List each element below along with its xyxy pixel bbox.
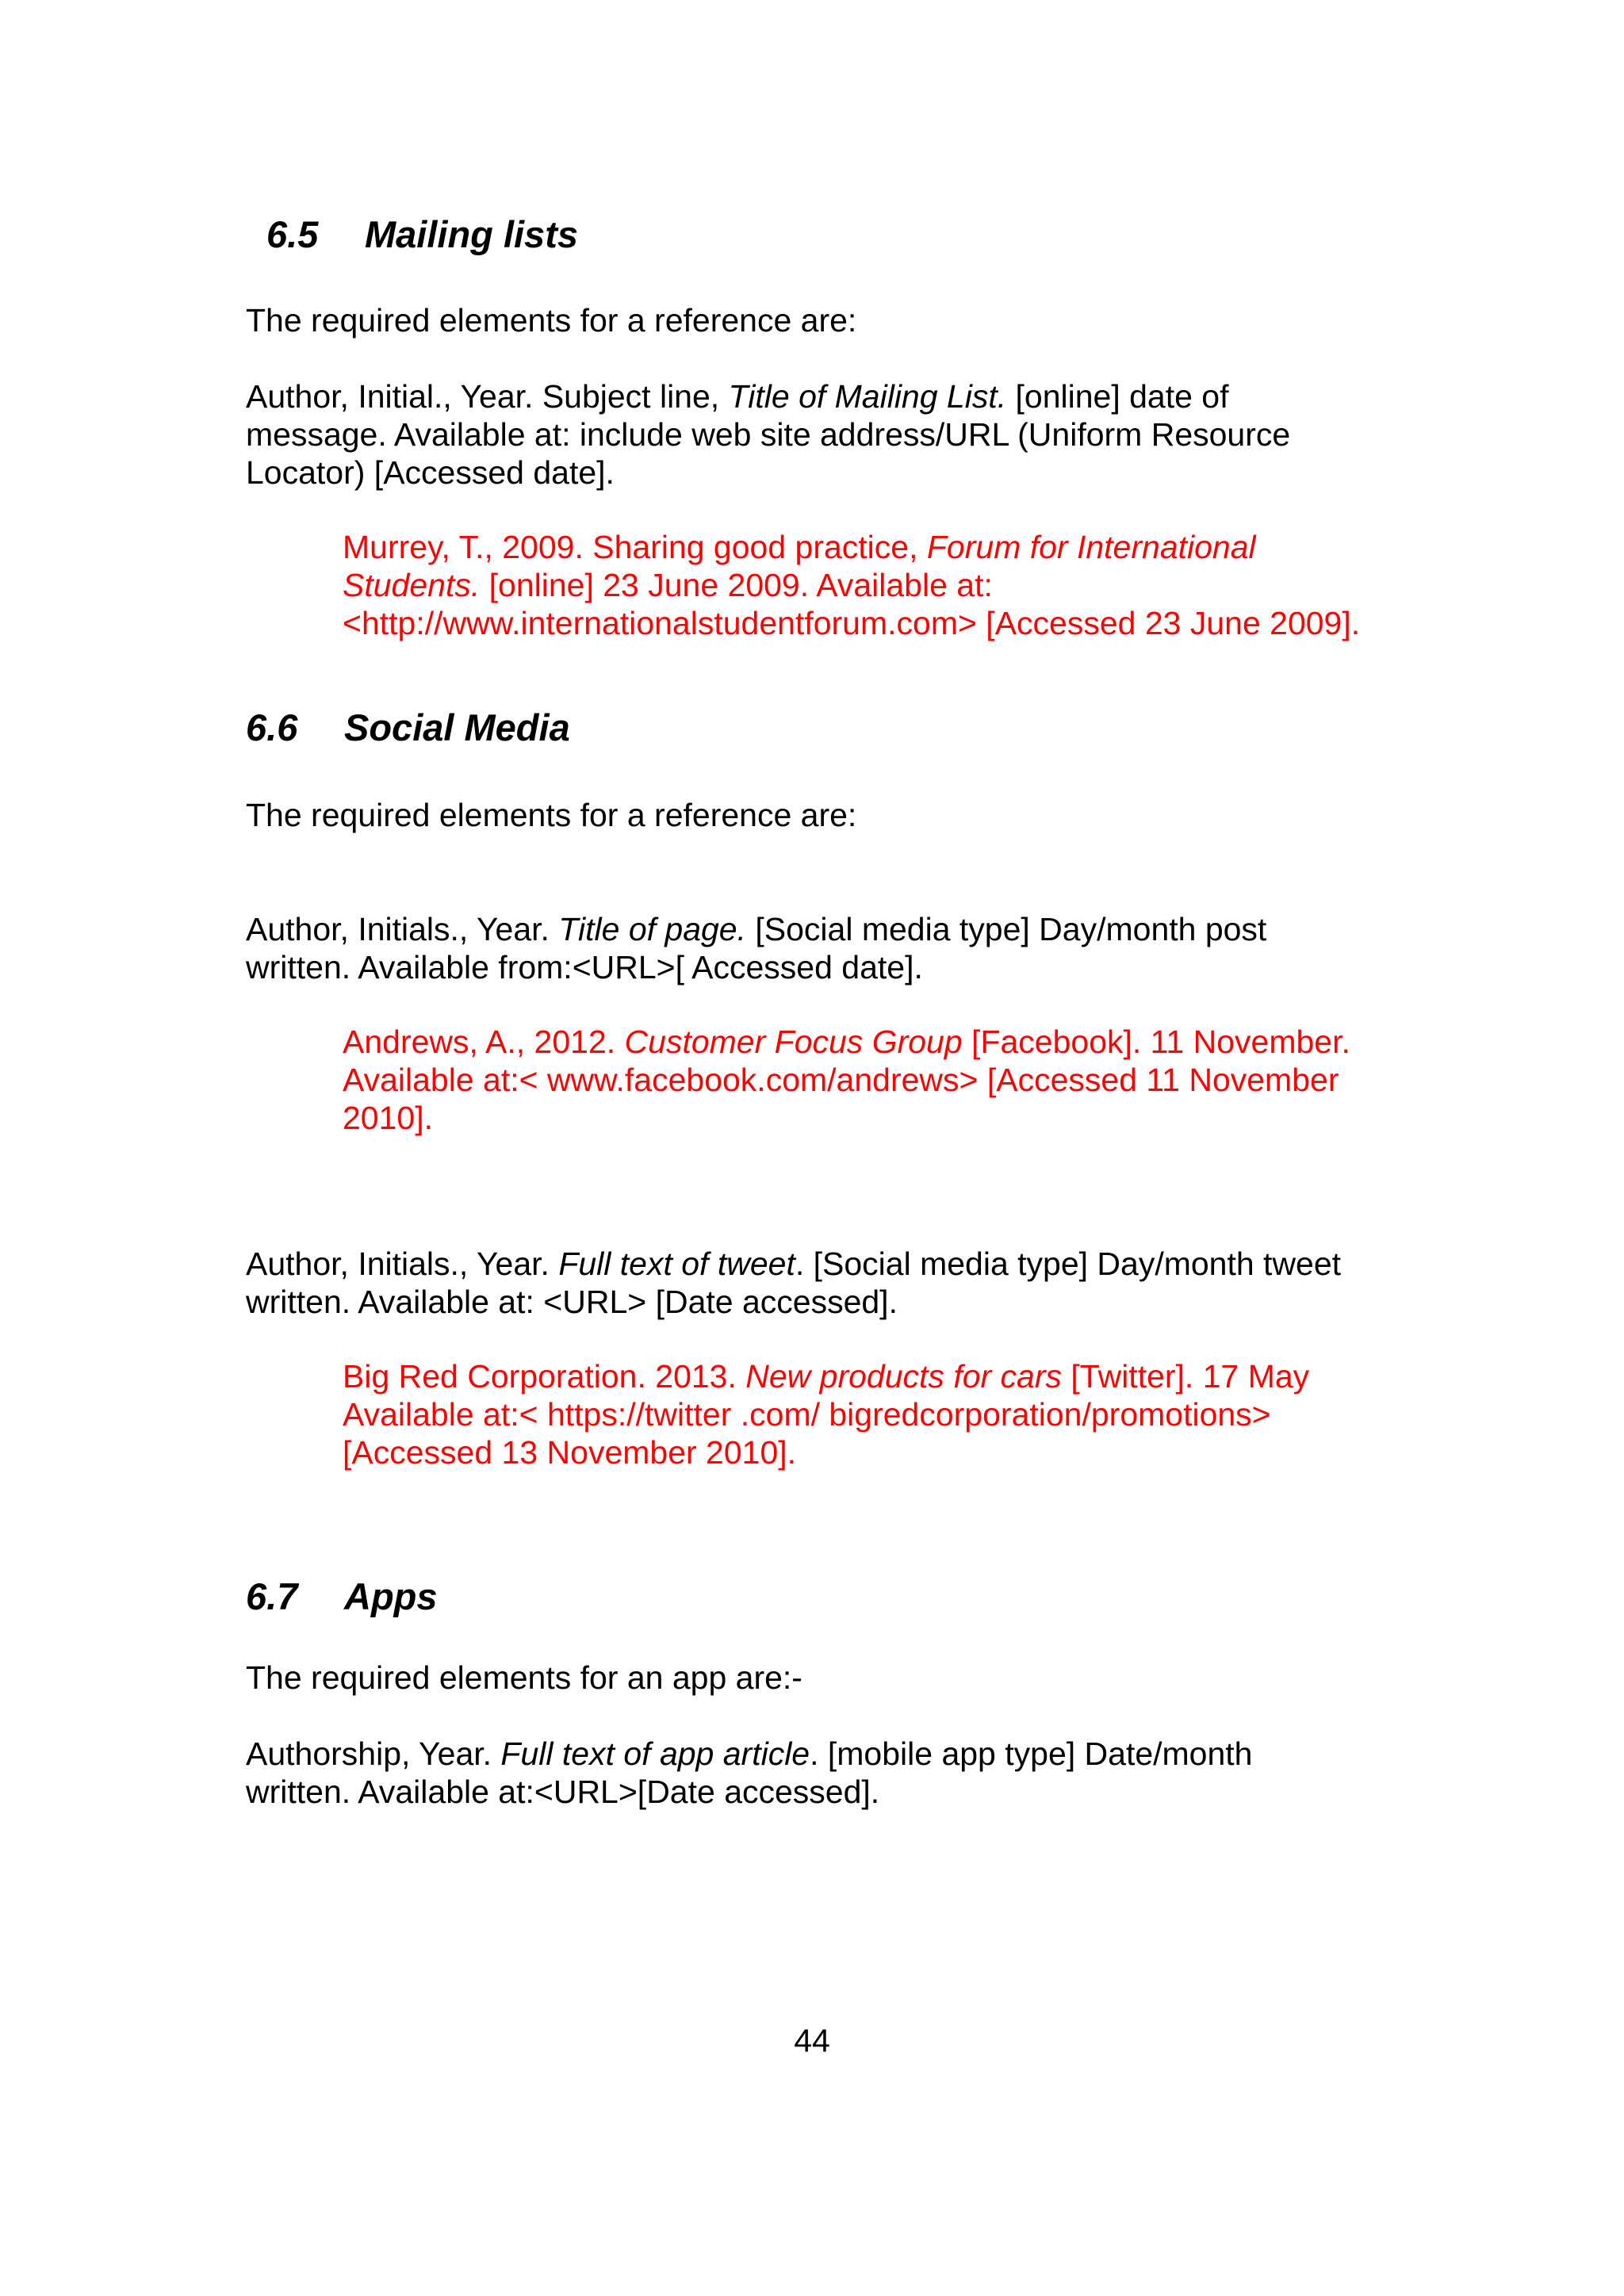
section-intro: The required elements for a reference are: [246,302,857,339]
section-heading-apps [246,1575,438,1619]
reference-format-mailing-list: Author, Initial., Year. Subject line, Title of Mailing List. [online] date of message. Available at: include web site address/URL (Uniform Resource Locator) [Accessed date]. [246,378,1291,491]
reference-example-twitter: Big Red Corporation. 2013. New products for cars [Twitter]. 17 May Available at:< https://twitter .com/ bigredcorporation/promotions> [Accessed 13 November 2010]. [343,1358,1310,1471]
page-number: 44 [794,2022,830,2059]
section-number: 6.5 [266,213,319,255]
section-intro: The required elements for an app are:- [246,1659,802,1696]
section-number: 6.6 [246,706,298,748]
section-heading-social-media [246,706,570,750]
section-title: Social Media [344,706,570,748]
reference-example-mailing-list: Murrey, T., 2009. Sharing good practice, Forum for International Students. [online] 23 June 2009. Available at: <http://www.internationalstudentforum.com> [Accessed 23 June 2009]. [343,529,1361,641]
section-title: Mailing lists [365,213,578,255]
reference-format-app: Authorship, Year. Full text of app article. [mobile app type] Date/month written. Available at:<URL>[Date accessed]. [246,1735,1253,1810]
section-intro: The required elements for a reference are: [246,797,857,833]
reference-format-tweet: Author, Initials., Year. Full text of tweet. [Social media type] Day/month tweet written. Available at: <URL> [Date accessed]. [246,1246,1342,1320]
section-number: 6.7 [246,1575,298,1617]
section-title: Apps [344,1575,438,1617]
reference-format-social-page: Author, Initials., Year. Title of page. [Social media type] Day/month post written. Available from:<URL>[ Accessed date]. [246,911,1267,985]
section-heading-mailing-lists [266,212,578,257]
reference-example-facebook: Andrews, A., 2012. Customer Focus Group [Facebook]. 11 November. Available at:< www.facebook.com/andrews> [Accessed 11 November 2010]. [343,1024,1350,1136]
